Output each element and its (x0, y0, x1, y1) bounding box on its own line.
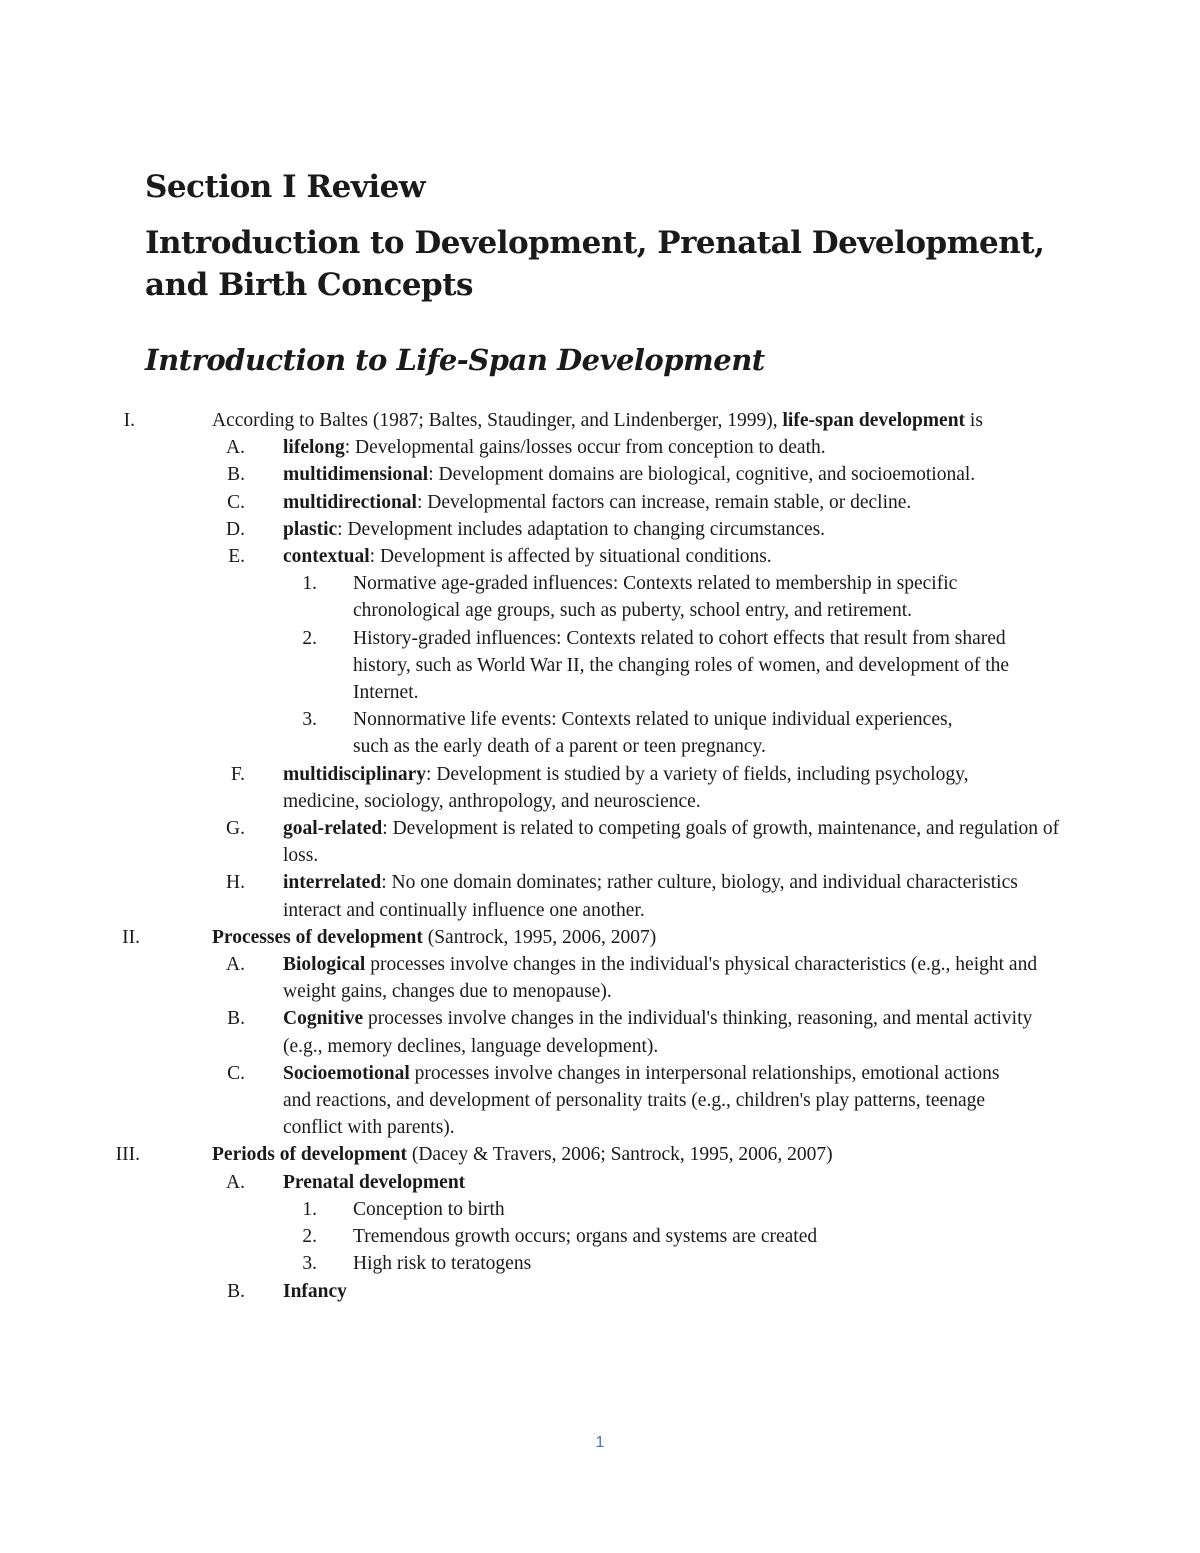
list-item: B. multidimensional: Development domains are biological, cognitive, and socioemotional. (227, 464, 976, 486)
list-item: G. goal-related: Development is related to competing goals of growth, maintenance, and regulation of loss. (226, 818, 1060, 867)
list-item: A. lifelong: Developmental gains/losses occur from conception to death. (226, 437, 826, 459)
list-item: 1. Conception to birth (302, 1198, 505, 1220)
list-item: C. Socioemotional processes involve changes in interpersonal relationships, emotional actions and reactions, and development of personality traits (e.g., children's play patterns, teenage conflict with parents). (227, 1062, 1000, 1139)
section-title: Section I Review (145, 169, 426, 205)
list-item: 2. Tremendous growth occurs; organs and systems are created (302, 1226, 818, 1248)
document-title: Introduction to Development, Prenatal Development, and Birth Concepts (145, 225, 1045, 303)
list-item: B. Cognitive processes involve changes in the individual's thinking, reasoning, and mental activity (e.g., memory declines, language development). (227, 1008, 1033, 1057)
page-number: 1 (595, 1434, 605, 1451)
list-item: H. interrelated: No one domain dominates; rather culture, biology, and individual characteristics interact and continually influence one another. (226, 872, 1018, 921)
list-item: A. Biological processes involve changes in the individual's physical characteristics (e.g., height and weight gains, changes due to menopause). (226, 954, 1038, 1003)
outline-item-i (0, 407, 1200, 434)
outline-marker: I. (123, 410, 135, 431)
list-item: 1. Normative age-graded influences: Contexts related to membership in specific chronological age groups, such as puberty, school entry, and retirement. (302, 573, 958, 622)
list-item: F. multidisciplinary: Development is studied by a variety of fields, including psychology, medicine, sociology, anthropology, and neuroscience. (230, 763, 969, 812)
outline (0, 407, 1200, 1305)
list-item: 2. History-graded influences: Contexts related to cohort effects that result from shared history, such as World War II, the changing roles of women, and development of the Internet. (302, 627, 1010, 704)
list-item: E. contextual: Development is affected by situational conditions. (228, 546, 772, 568)
list-item: C. multidirectional: Developmental factors can increase, remain stable, or decline. (227, 491, 912, 513)
list-item: 3. Nonnormative life events: Contexts related to unique individual experiences, such as the early death of a parent or teen pregnancy. (302, 709, 953, 758)
list-item: B. Infancy (227, 1280, 347, 1302)
list-item: D. plastic: Development includes adaptation to changing circumstances. (226, 518, 826, 540)
outline-item-iii: III. Periods of development (Dacey & Travers, 2006; Santrock, 1995, 2006, 2007) (115, 1144, 833, 1166)
list-item: 3. High risk to teratogens (302, 1253, 532, 1275)
outline-item-ii: II. Processes of development (Santrock, 1995, 2006, 2007) (122, 926, 657, 948)
list-item: A. Prenatal development (226, 1171, 466, 1193)
section-subtitle: Introduction to Life-Span Development (145, 343, 765, 377)
outline-text: According to Baltes (1987; Baltes, Staudinger, and Lindenberger, 1999), life-span development is (212, 410, 983, 431)
